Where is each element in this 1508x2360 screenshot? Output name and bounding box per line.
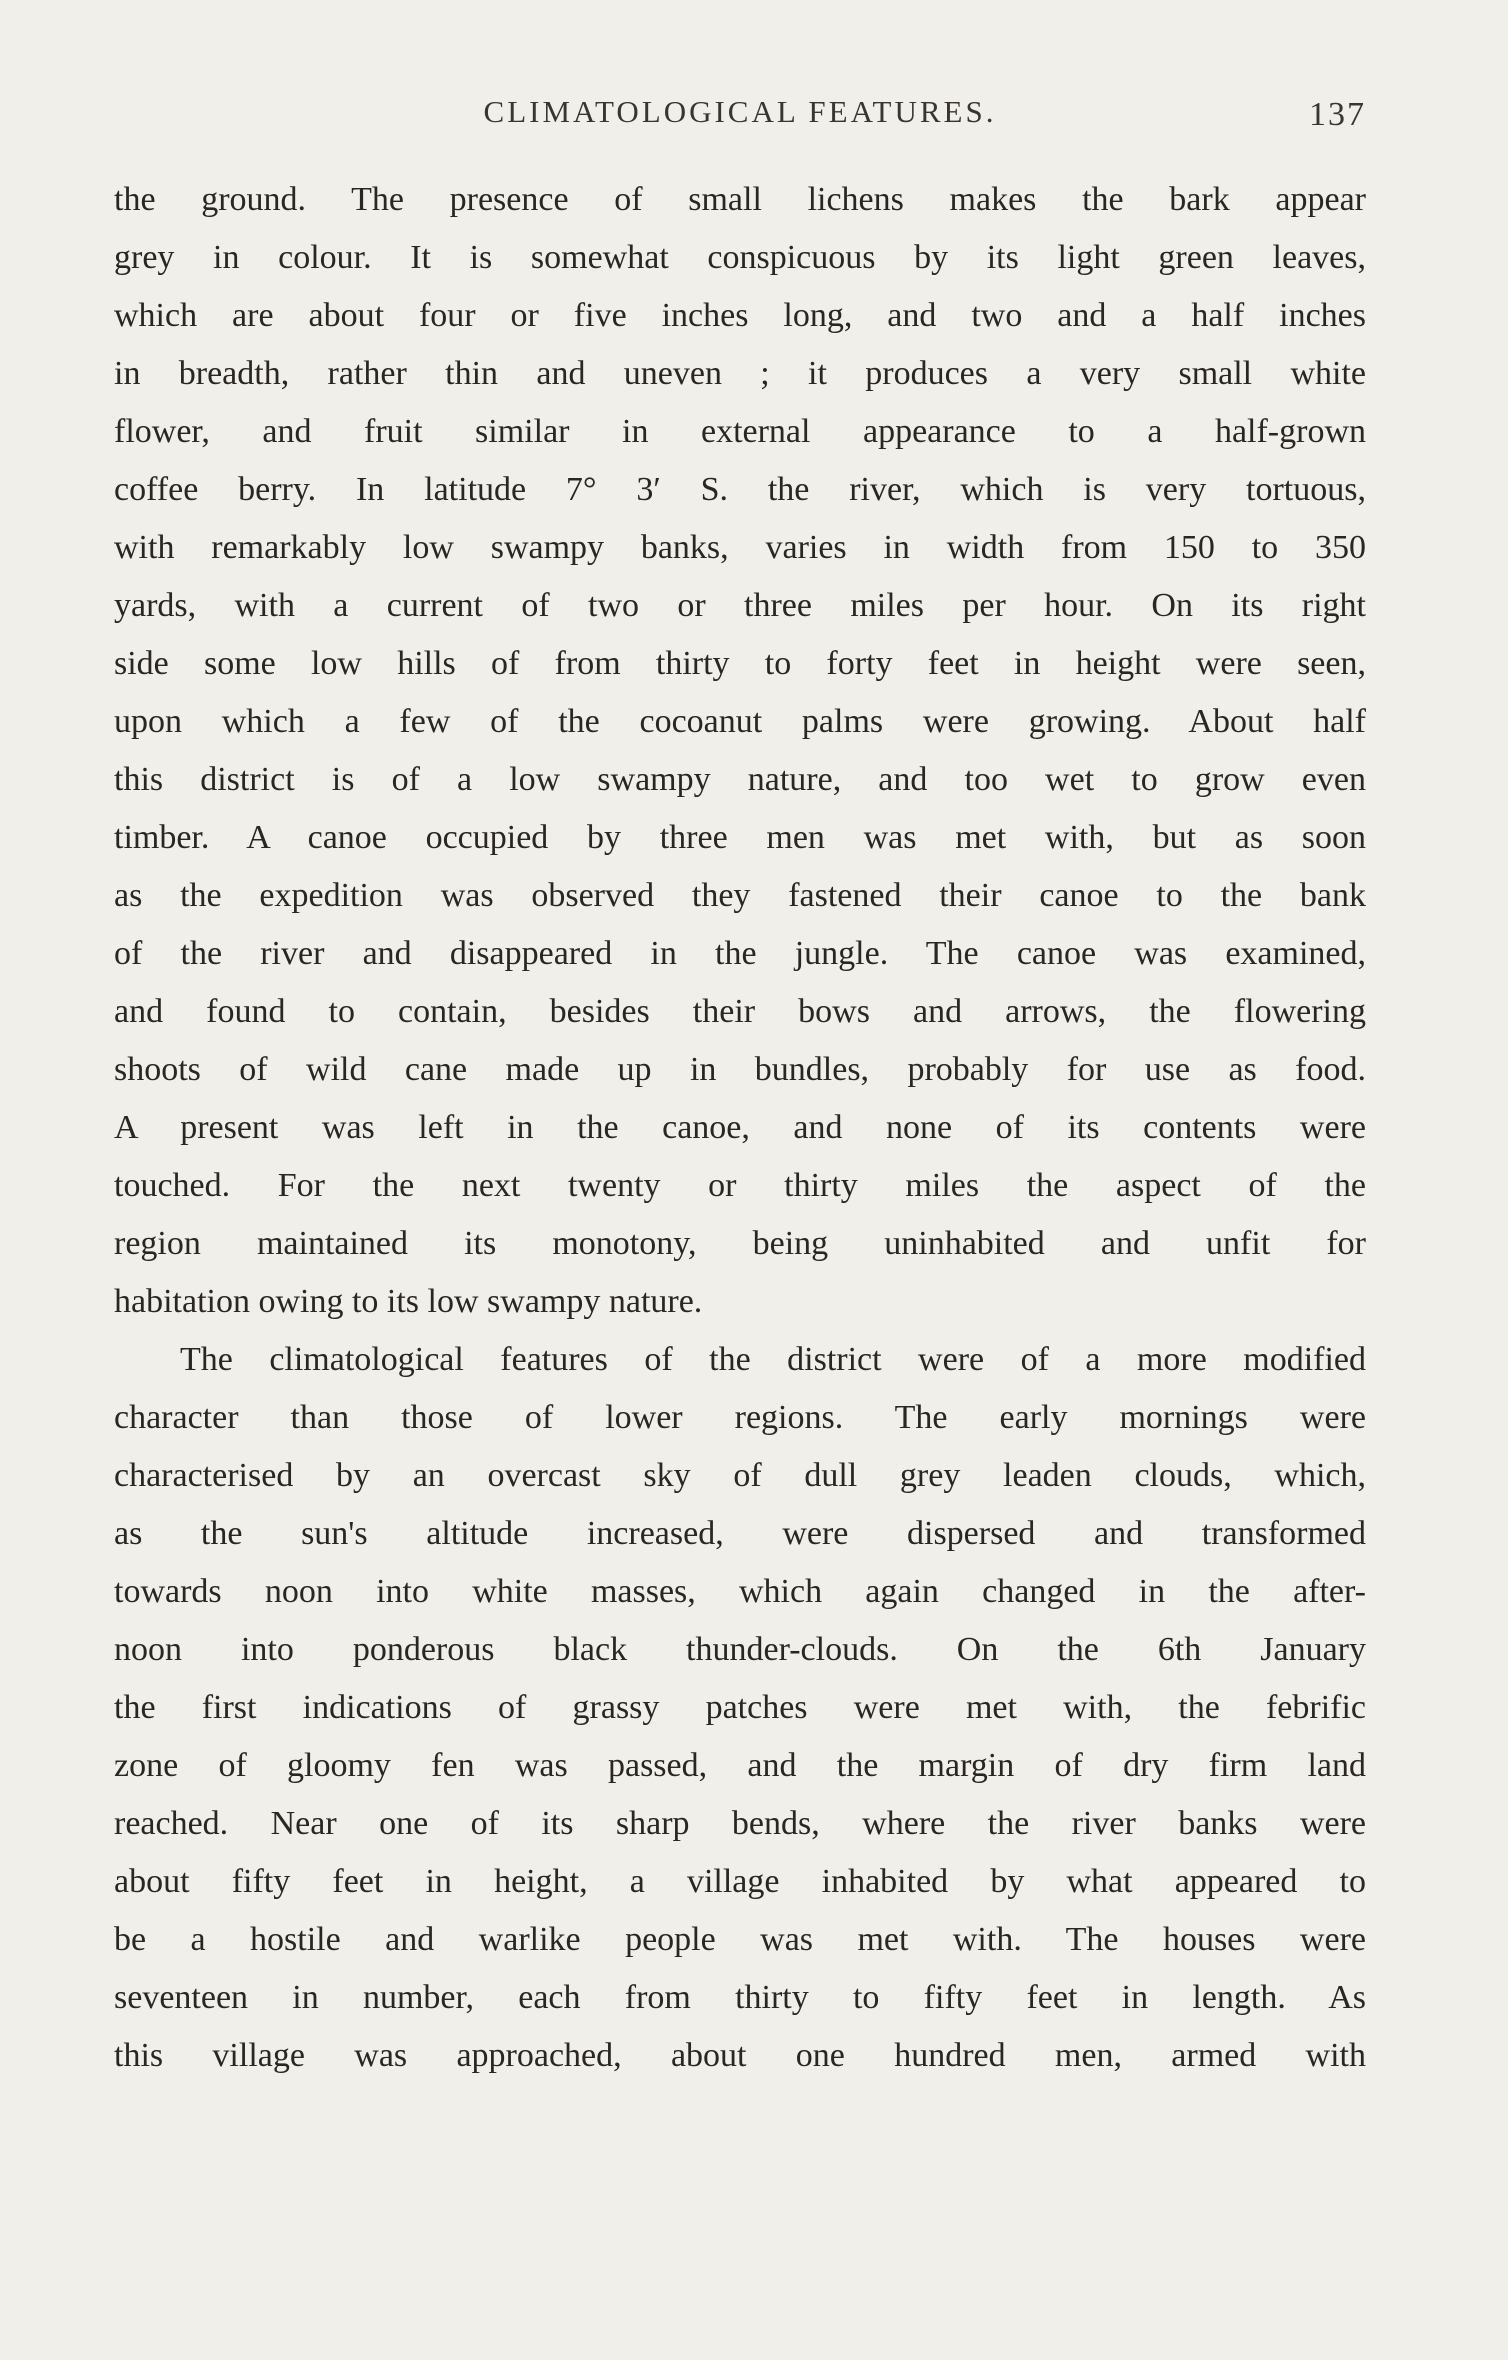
text-line: which are about four or five inches long, and two and a half inches [114,297,1366,334]
text-line: touched. For the next twenty or thirty miles the aspect of the [114,1167,1366,1204]
paragraph-1 [114,171,1366,1331]
text-line: seventeen in number, each from thirty to fifty feet in length. As [114,1979,1366,2016]
text-line: shoots of wild cane made up in bundles, probably for use as food. [114,1051,1366,1088]
text-line: The climatological features of the district were of a more modified [180,1341,1366,1378]
paragraph-2 [114,1331,1366,2085]
text-line: reached. Near one of its sharp bends, where the river banks were [114,1805,1366,1842]
running-head [114,88,1366,138]
text-line: in breadth, rather thin and uneven ; it produces a very small white [114,355,1366,392]
text-line: upon which a few of the cocoanut palms were growing. About half [114,703,1366,740]
text-line: zone of gloomy fen was passed, and the margin of dry firm land [114,1747,1366,1784]
running-title: CLIMATOLOGICAL FEATURES. [483,94,997,129]
text-line: habitation owing to its low swampy nature. [114,1283,703,1320]
text-line: this village was approached, about one hundred men, armed with [114,2037,1366,2074]
text-line: A present was left in the canoe, and none of its contents were [114,1109,1366,1146]
text-line: region maintained its monotony, being uninhabited and unfit for [114,1225,1366,1262]
text-line: of the river and disappeared in the jungle. The canoe was examined, [114,935,1366,972]
text-line: noon into ponderous black thunder-clouds. On the 6th January [114,1631,1366,1668]
page-number: 137 [1309,96,1366,133]
text-line: character than those of lower regions. The early mornings were [114,1399,1366,1436]
text-line: towards noon into white masses, which again changed in the after- [114,1573,1366,1610]
text-line: be a hostile and warlike people was met with. The houses were [114,1921,1366,1958]
text-line: as the sun's altitude increased, were dispersed and transformed [114,1515,1366,1552]
text-line: the ground. The presence of small lichens makes the bark appear [114,181,1366,218]
text-line: coffee berry. In latitude 7° 3′ S. the river, which is very tortuous, [114,471,1366,508]
body-text [114,171,1366,2085]
text-line: as the expedition was observed they fastened their canoe to the bank [114,877,1366,914]
text-line: and found to contain, besides their bows and arrows, the flowering [114,993,1366,1030]
text-line: this district is of a low swampy nature, and too wet to grow even [114,761,1366,798]
text-line: timber. A canoe occupied by three men was met with, but as soon [114,819,1366,856]
text-line: about fifty feet in height, a village inhabited by what appeared to [114,1863,1366,1900]
text-line: flower, and fruit similar in external appearance to a half-grown [114,413,1366,450]
text-line: side some low hills of from thirty to forty feet in height were seen, [114,645,1366,682]
text-line: characterised by an overcast sky of dull grey leaden clouds, which, [114,1457,1366,1494]
text-line: with remarkably low swampy banks, varies in width from 150 to 350 [114,529,1366,566]
text-line: grey in colour. It is somewhat conspicuous by its light green leaves, [114,239,1366,276]
text-line: the first indications of grassy patches were met with, the febrific [114,1689,1366,1726]
text-line: yards, with a current of two or three miles per hour. On its right [114,587,1366,624]
